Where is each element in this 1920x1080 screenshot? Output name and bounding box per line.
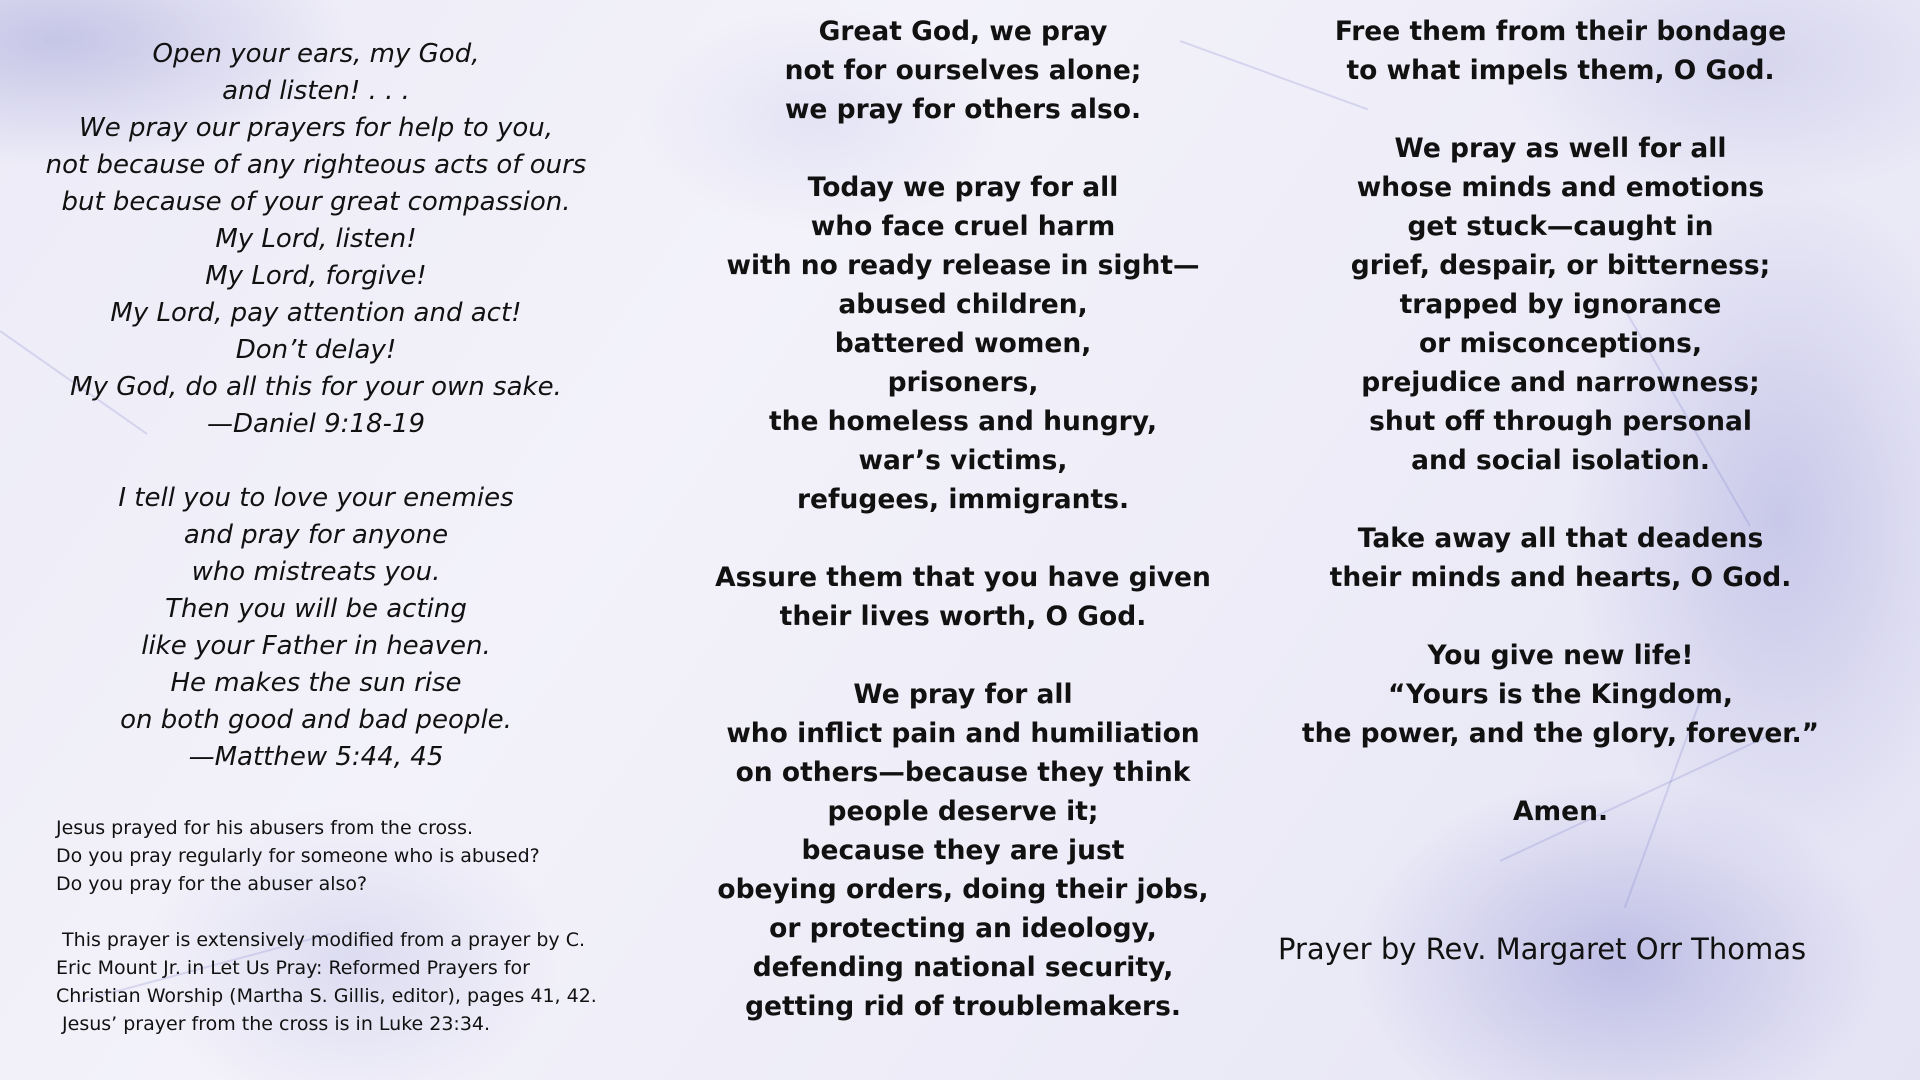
stanza-gap (1268, 597, 1853, 636)
scripture-line: Open your ears, my God, (152, 39, 480, 69)
source-line: Jesus’ prayer from the cross is in Luke 23:34. (56, 1013, 491, 1035)
prayer-line: and social isolation. (1411, 445, 1710, 476)
scripture-reference: —Daniel 9:18-19 (207, 409, 425, 439)
prayer-line: people deserve it; (827, 796, 1099, 827)
prayer-attribution: Prayer by Rev. Margaret Orr Thomas (1278, 932, 1807, 966)
prayer-line: or protecting an ideology, (769, 913, 1157, 944)
prayer-line: who inflict pain and humiliation (726, 718, 1200, 749)
prayer-stanza (683, 12, 1243, 129)
prayer-line: whose minds and emotions (1356, 172, 1765, 203)
prayer-line: Today we pray for all (807, 172, 1119, 203)
prayer-stanza (683, 168, 1243, 519)
scripture-line: Then you will be acting (165, 594, 467, 624)
prayer-line: or misconceptions, (1418, 328, 1703, 359)
stanza-gap (1268, 753, 1853, 792)
prayer-line: Assure them that you have given (715, 562, 1211, 593)
prayer-line: get stuck—caught in (1407, 211, 1714, 242)
scripture-line: My Lord, listen! (215, 224, 417, 254)
scripture-line: My God, do all this for your own sake. (70, 372, 562, 402)
reflection-line: Do you pray for the abuser also? (56, 873, 368, 895)
stanza-gap (1268, 90, 1853, 129)
prayer-stanza (683, 675, 1243, 1026)
source-line: This prayer is extensively modified from a prayer by C. (56, 929, 585, 951)
source-line: Christian Worship (Martha S. Gillis, editor), pages 41, 42. (56, 985, 597, 1007)
prayer-line: defending national security, (752, 952, 1174, 983)
prayer-line: the power, and the glory, forever.” (1301, 718, 1820, 749)
prayer-stanza (683, 558, 1243, 636)
stanza-gap (683, 519, 1243, 558)
source-note (56, 926, 656, 1038)
prayer-line: to what impels them, O God. (1346, 55, 1775, 86)
prayer-line: Free them from their bondage (1334, 16, 1787, 47)
prayer-line: the homeless and hungry, (768, 406, 1158, 437)
prayer-line: their lives worth, O God. (779, 601, 1147, 632)
prayer-stanza (1268, 636, 1853, 753)
prayer-stanza (1268, 12, 1853, 90)
scripture-line: like your Father in heaven. (141, 631, 491, 661)
stanza-gap (16, 443, 616, 480)
scripture-line: He makes the sun rise (170, 668, 462, 698)
prayer-line: Great God, we pray (818, 16, 1108, 47)
middle-column (683, 12, 1243, 1026)
reflection-questions (56, 814, 656, 898)
prayer-line: “Yours is the Kingdom, (1388, 679, 1733, 710)
prayer-line: You give new life! (1427, 640, 1694, 671)
prayer-stanza (1268, 519, 1853, 597)
scripture-line: Don’t delay! (235, 335, 397, 365)
source-line: Eric Mount Jr. in Let Us Pray: Reformed Prayers for (56, 957, 530, 979)
scripture-line: My Lord, pay attention and act! (110, 298, 522, 328)
prayer-line: with no ready release in sight— (726, 250, 1200, 281)
prayer-line: grief, despair, or bitterness; (1350, 250, 1771, 281)
closing-amen: Amen. (1512, 796, 1609, 827)
prayer-line: we pray for others also. (784, 94, 1142, 125)
stanza-gap (683, 129, 1243, 168)
notes (56, 814, 656, 1038)
stanza-gap (683, 636, 1243, 675)
scripture-daniel (16, 36, 616, 443)
scripture-reference: —Matthew 5:44, 45 (188, 742, 444, 772)
scripture-matthew (16, 480, 616, 776)
prayer-line: refugees, immigrants. (796, 484, 1130, 515)
prayer-line: not for ourselves alone; (784, 55, 1142, 86)
stanza-gap (56, 898, 656, 926)
prayer-line: Take away all that deadens (1357, 523, 1764, 554)
scripture-line: but because of your great compassion. (61, 187, 571, 217)
prayer-line: on others—because they think (735, 757, 1191, 788)
scripture-line: on both good and bad people. (120, 705, 512, 735)
prayer-stanza (1268, 129, 1853, 480)
prayer-line: prisoners, (887, 367, 1039, 398)
prayer-line: We pray for all (853, 679, 1073, 710)
prayer-line: their minds and hearts, O God. (1329, 562, 1792, 593)
scripture-line: and pray for anyone (183, 520, 449, 550)
scripture-line: My Lord, forgive! (205, 261, 427, 291)
prayer-line: getting rid of troublemakers. (745, 991, 1181, 1022)
prayer-line: battered women, (834, 328, 1092, 359)
stanza-gap (1268, 480, 1853, 519)
prayer-line: who face cruel harm (810, 211, 1116, 242)
prayer-line: because they are just (801, 835, 1125, 866)
prayer-line: war’s victims, (858, 445, 1068, 476)
scripture-line: I tell you to love your enemies (118, 483, 514, 513)
prayer-line: prejudice and narrowness; (1361, 367, 1760, 398)
scripture-line: not because of any righteous acts of ours (45, 150, 587, 180)
scripture-line: who mistreats you. (191, 557, 441, 587)
scripture-line: We pray our prayers for help to you, (79, 113, 553, 143)
left-column (16, 36, 616, 776)
reflection-line: Do you pray regularly for someone who is abused? (56, 845, 540, 867)
prayer-line: shut off through personal (1369, 406, 1752, 437)
prayer-line: abused children, (838, 289, 1088, 320)
prayer-line: obeying orders, doing their jobs, (717, 874, 1209, 905)
prayer-line: We pray as well for all (1394, 133, 1727, 164)
prayer-line: trapped by ignorance (1399, 289, 1722, 320)
reflection-line: Jesus prayed for his abusers from the cross. (56, 817, 474, 839)
scripture-line: and listen! . . . (222, 76, 410, 106)
right-column (1268, 12, 1853, 831)
